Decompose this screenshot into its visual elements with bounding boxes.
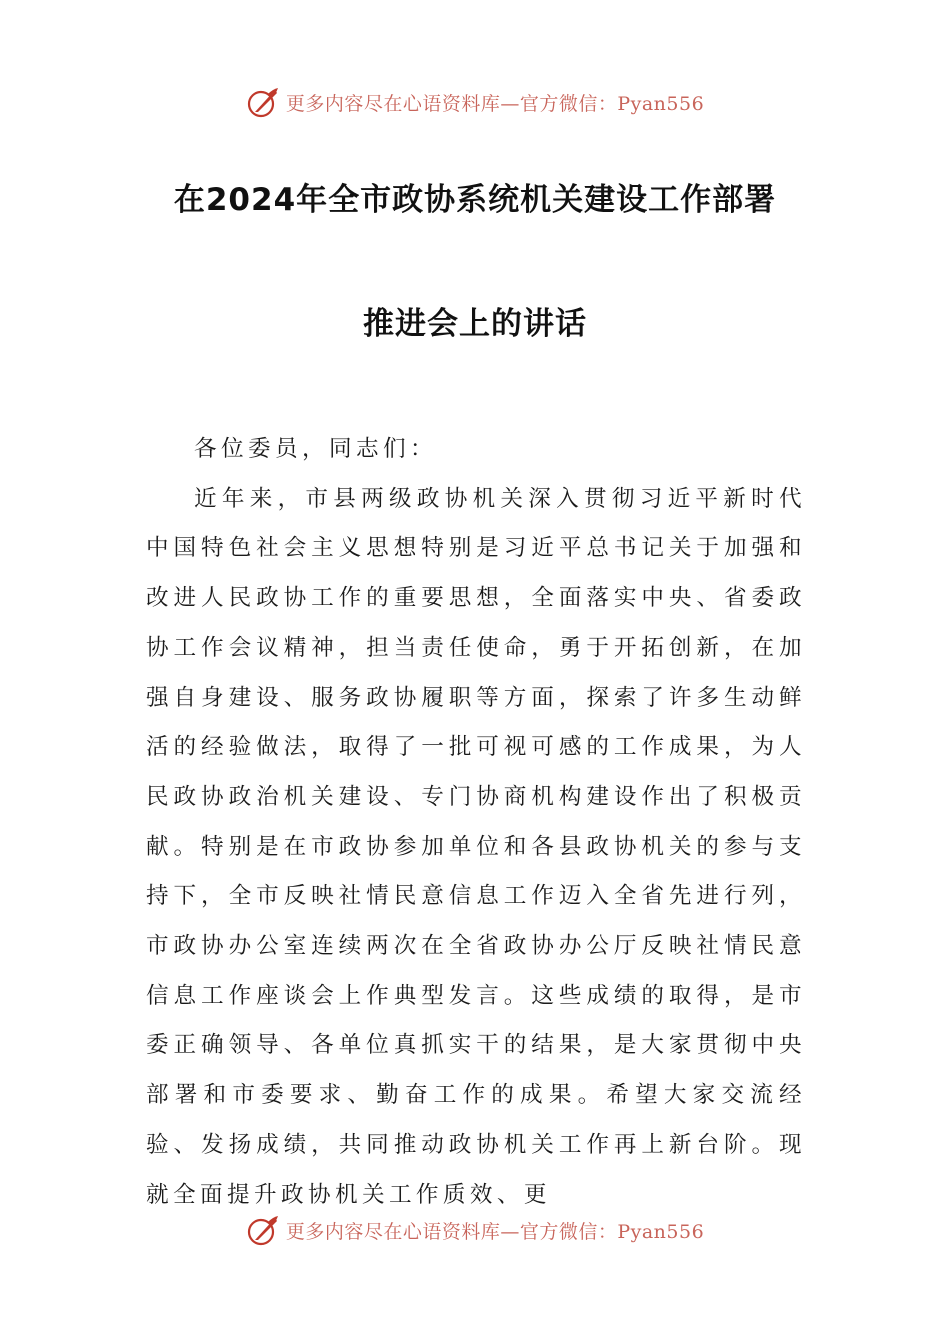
body-paragraph: 近年来，市县两级政协机关深入贯彻习近平新时代中国特色社会主义思想特别是习近平总书记关于加强和改进人民政协工作的重要思想，全面落实中央、省委政协工作会议精神，担当责任使命，勇于开拓创新，在加强自身建设、服务政协履职等方面，探索了许多生动鲜活的经验做法，取得了一批可视可感的工作成果，为人民政协政治机关建设、专门协商机构建设作出了积极贡献。特别是在市政协参加单位和各县政协机关的参与支持下，全市反映社情民意信息工作迈入全省先进行列，市政协办公室连续两次在全省政协办公厅反映社情民意信息工作座谈会上作典型发言。这些成绩的取得，是市委正确领导、各单位真抓实干的结果，是大家贯彻中央部署和市委要求、勤奋工作的成果。希望大家交流经验、发扬成绩，共同推动政协机关工作再上新台阶。现就全面提升政协机关工作质效、更 <box>146 485 806 1208</box>
header-watermark <box>0 82 950 122</box>
watermark-text: 更多内容尽在心语资料库—官方微信：Pyan556 <box>285 1220 705 1243</box>
salutation: 各位委员，同志们： <box>194 436 437 462</box>
quill-circle-icon <box>246 1213 280 1247</box>
document-title-line-1: 在2024年全市政协系统机关建设工作部署 <box>173 182 777 218</box>
footer-watermark <box>0 1210 950 1250</box>
document-title-line-2: 推进会上的讲话 <box>363 306 587 342</box>
document-body <box>146 425 806 1220</box>
watermark-text: 更多内容尽在心语资料库—官方微信：Pyan556 <box>285 92 705 115</box>
quill-circle-icon <box>246 85 280 119</box>
